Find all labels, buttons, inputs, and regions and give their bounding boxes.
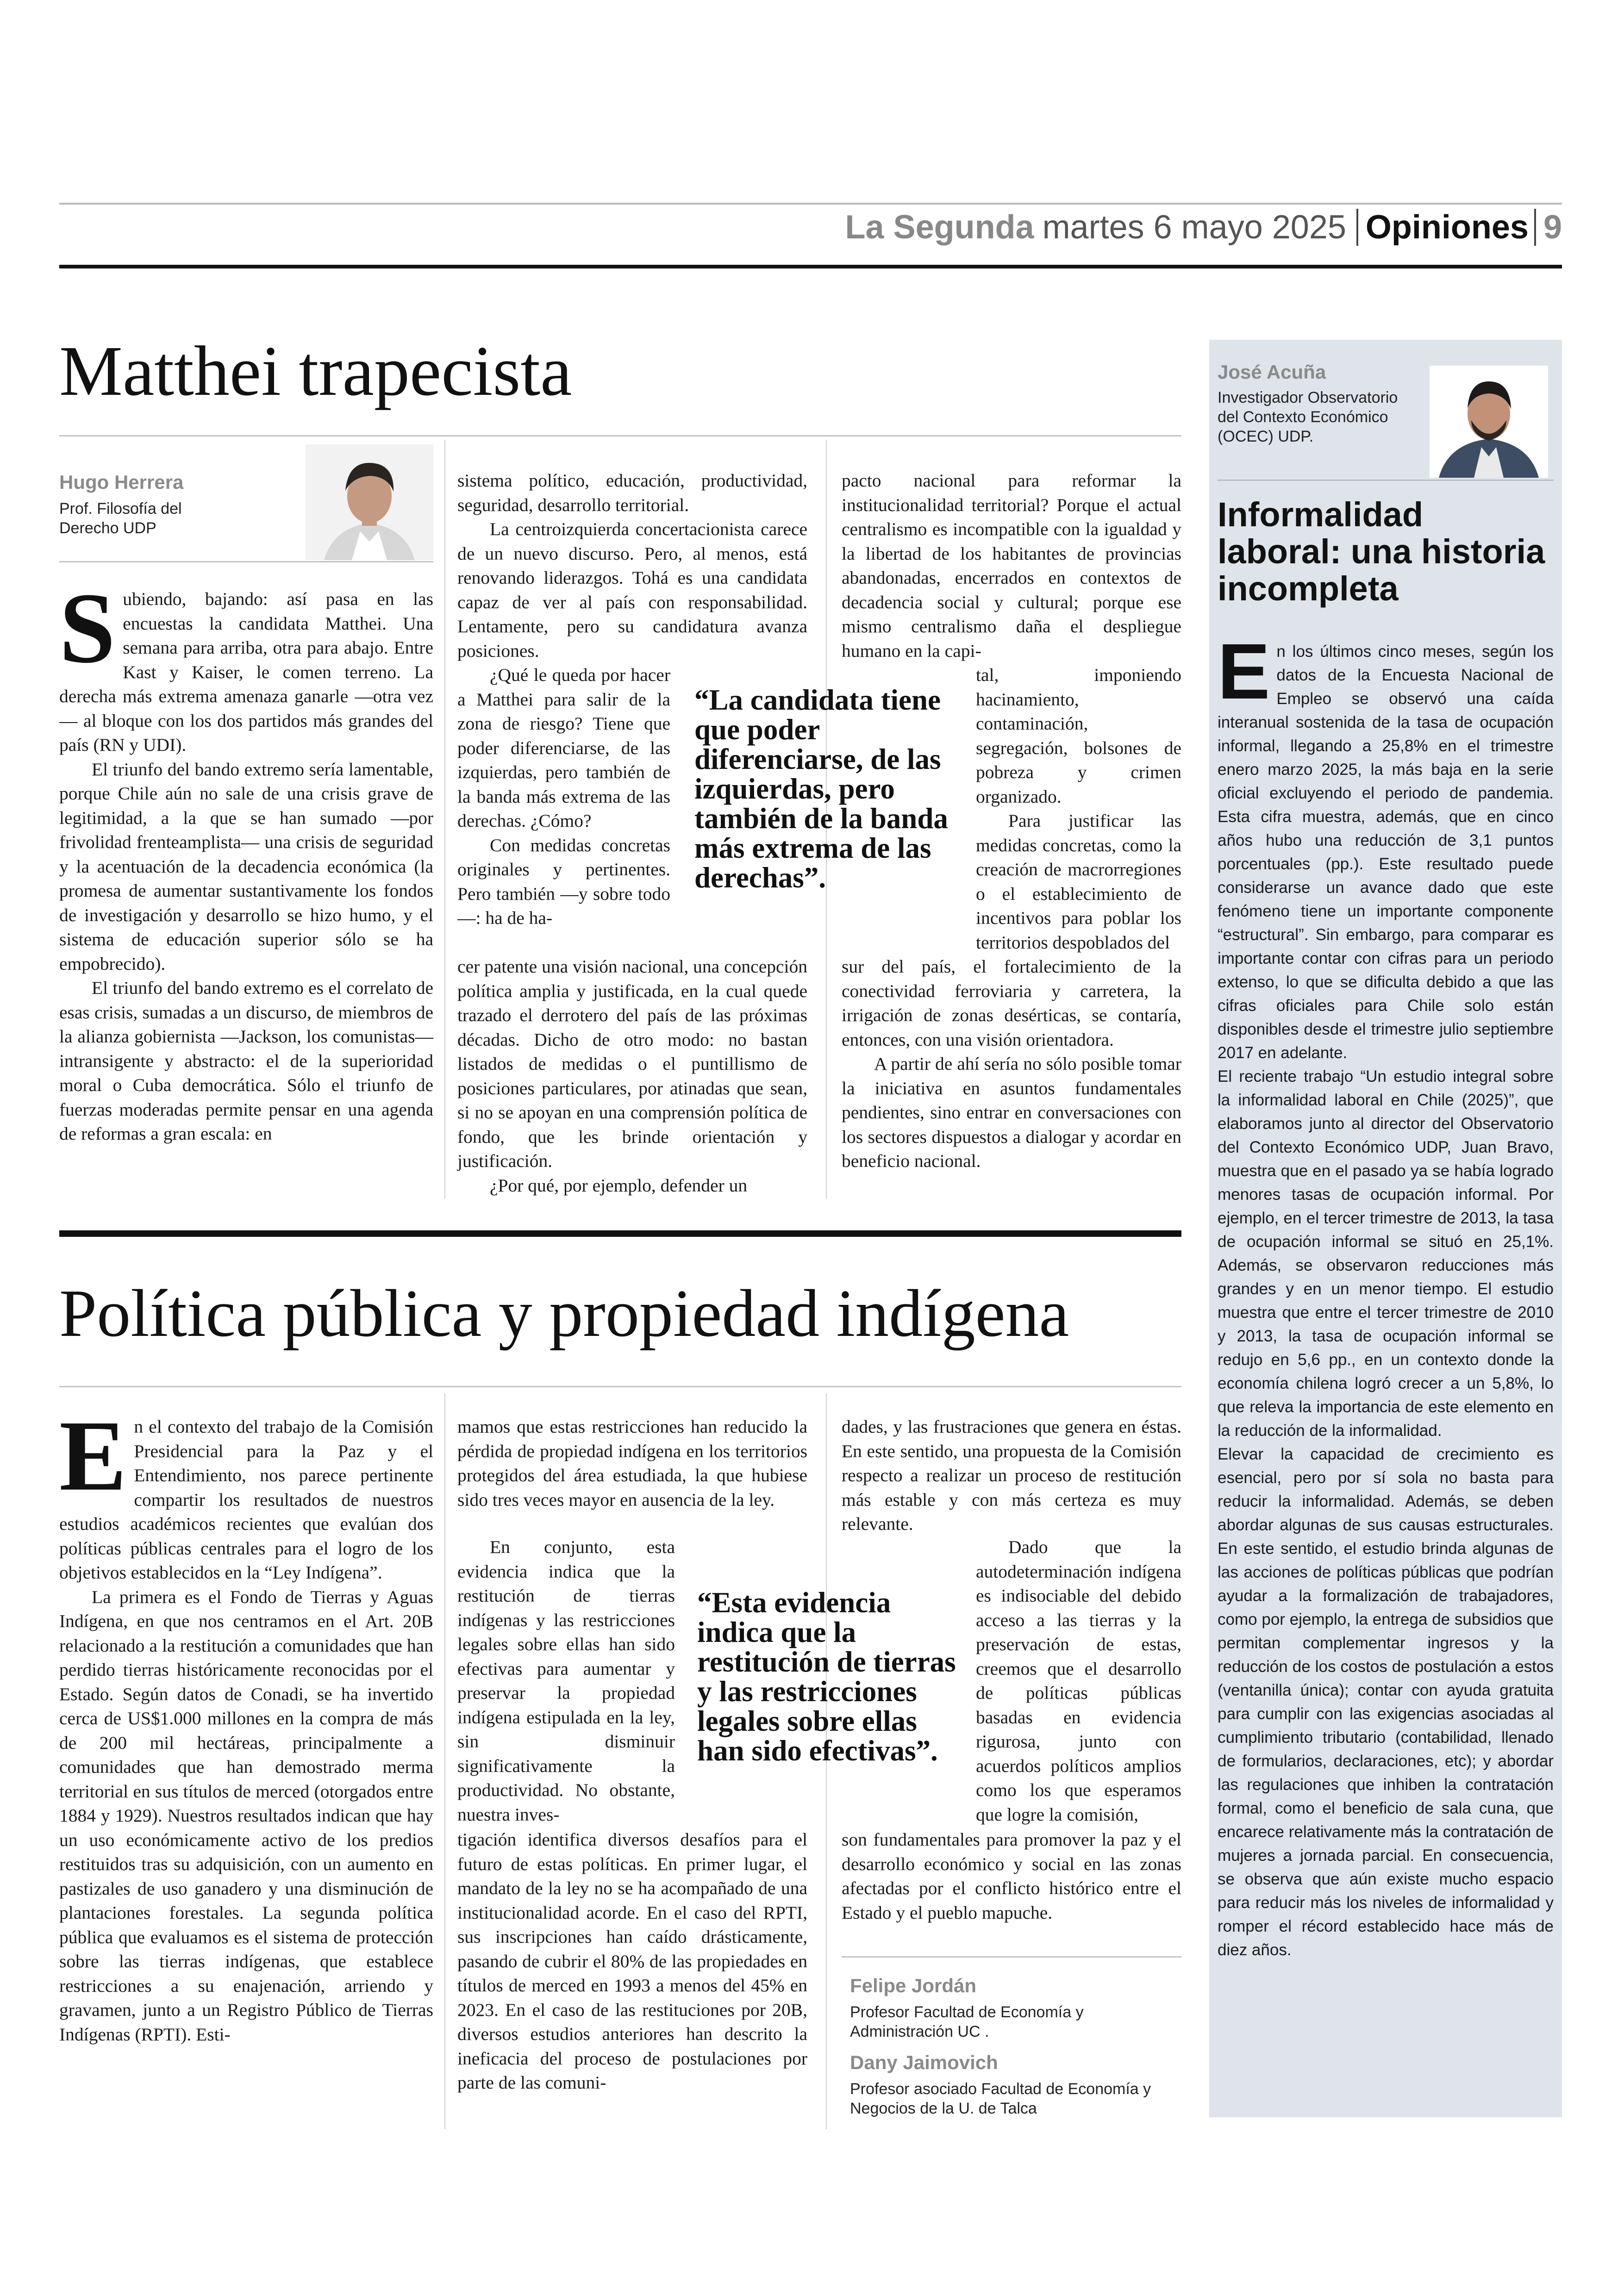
article2-column-3-bottom <box>842 1827 1181 1925</box>
article2-paragraph: son fundamentales para promover la paz y el desarrollo económico y social en las zonas afectadas por el conflicto histórico entre el Estado y el pueblo mapuche. <box>842 1829 1181 1923</box>
article2-headline-rule <box>59 1386 1181 1387</box>
masthead-separator <box>1356 209 1358 246</box>
sidebar-author-name: José Acuña <box>1218 361 1326 383</box>
section-divider <box>59 1230 1181 1237</box>
article2-paragraph: n el contexto del trabajo de la Comisión Presidencial para la Paz y el Entendimiento, nos parece pertinente compartir los resultados de nuestros estudios académicos recientes que evalúan dos políticas públicas centrales para el logro de los objetivos establecidos en la “Ley Indígena”. <box>59 1416 433 1583</box>
article1-paragraph: ¿Qué le queda por hacer a Matthei para salir de la zona de riesgo? Tiene que poder diferenciarse, de las izquierdas, pero también de la banda más extrema de las derechas. ¿Cómo? <box>457 665 670 831</box>
article1-paragraph: ubiendo, bajando: así pasa en las encuestas la candidata Matthei. Una semana para arriba, otra para abajo. Entre Kast y Kaiser, le comen terreno. La derecha más extrema amenaza ganarle —otra vez— al bloque con los dos partidos más grandes del país (RN y UDI). <box>59 589 433 755</box>
article2-paragraph: dades, y las frustraciones que genera en éstas. En este sentido, una propuesta de la Comisión respecto a realizar un proceso de restitución más estable y con más certeza es muy relevante. <box>842 1416 1181 1534</box>
sidebar-paragraph: El reciente trabajo “Un estudio integral sobre la informalidad laboral en Chile (2025)”, que elaboramos junto al director del Observatorio del Contexto Económico UDP, Juan Bravo, muestra que en el pasado ya se había logrado menores tasas de ocupación informal. Por ejemplo, en el tercer trimestre de 2013, la tasa de ocupación informal se situó en 25,1%. Además, se observaron reducciones más grandes y en un menor tiempo. El estudio muestra que entre el tercer trimestre de 2010 y 2013, la tasa de ocupación informal se redujo en 5,6 pp., en un contexto donde la economía chilena logró crecer a un 5,8%, lo que releva la importancia de este elemento en la reducción de la informalidad. <box>1218 1067 1554 1440</box>
article2-paragraph: Dado que la autodeterminación indígena es indisociable del debido acceso a las tierras y la preservación de estas, creemos que el desarrollo de políticas públicas basadas en evidencia rigurosa, junto con acuerdos políticos amplios como los que esperamos que logre la comisión, <box>976 1537 1181 1825</box>
article1-column-1 <box>59 573 433 1146</box>
masthead <box>845 206 1562 248</box>
sidebar-body <box>1218 628 1554 1962</box>
article1-paragraph: sur del país, el fortalecimiento de la conectividad ferroviaria y carretera, la irrigación de zonas desérticas, se contaría, entonces, con una visión orientadora. <box>842 956 1181 1050</box>
article2-author-2-name: Dany Jaimovich <box>850 2052 998 2073</box>
article2-paragraph: tigación identifica diversos desafíos para el futuro de estas políticas. En primer lugar, el mandato de la ley no se ha acompañado de una institucionalidad acorde. En el caso del RPTI, sus inscripciones han caído drásticamente, pasando de cubrir el 80% de las propiedades en títulos de merced en 1993 a menos del 45% en 2023. En el caso de las restituciones por 20B, diversos estudios anteriores han descrito la ineficacia del proceso de postulaciones por parte de las comuni- <box>457 1829 807 2093</box>
article1-paragraph: La centroizquierda concertacionista carece de un nuevo discurso. Pero, al menos, está renovando liderazgos. Tohá es una candidata capaz de ver al país con responsabilidad. Lentamente, pero su candidatura avanza posiciones. <box>457 519 807 661</box>
sidebar-paragraph: Elevar la capacidad de crecimiento es esencial, pero por sí sola no basta para reducir la informalidad. Además, se deben abordar algunas de sus causas estructurales. En este sentido, el estudio brinda algunas de las acciones de políticas públicas que podrían ayudar a la formalización de trabajadores, como por ejemplo, la entrega de subsidios que permitan complementar ingresos y la reducción de los costos de postulación a estos (ventanilla única); contar con ayuda gratuita para cumplir con las exigencias asociadas al cumplimiento tributario (contabilidad, llenado de formularios, declaraciones, etc); y abordar las regulaciones que inhiben la contratación formal, como el beneficio de sala cuna, que encarece relativamente más la contratación de mujeres a jornada parcial. En consecuencia, se observa que aún existe mucho espacio para reducir más los niveles de informalidad y romper el récord establecido hace más de diez años. <box>1218 1445 1554 1959</box>
article2-column-3-top <box>842 1415 1181 1536</box>
article2-column-3-narrow <box>976 1535 1181 1827</box>
masthead-date: martes 6 mayo 2025 <box>1042 209 1346 246</box>
article1-pullquote: “La candidata tiene que poder diferenciarse, de las izquierdas, pero también de la banda más extrema de las derechas”. <box>694 684 948 894</box>
article1-column-2-narrow <box>457 663 670 930</box>
article1-column-3-bottom <box>842 954 1181 1173</box>
article1-paragraph: sistema político, educación, productividad, seguridad, desarrollo territorial. <box>457 470 807 515</box>
article2-dropcap: E <box>59 1400 127 1512</box>
article2-column-2-narrow <box>457 1535 675 1827</box>
masthead-section: Opiniones <box>1365 209 1529 246</box>
article1-dropcap: S <box>59 573 116 684</box>
masthead-rule <box>59 265 1562 268</box>
article1-author-role: Prof. Filosofía del Derecho UDP <box>59 500 182 537</box>
article1-column-3-narrow <box>976 663 1181 954</box>
article1-paragraph: A partir de ahí sería no sólo posible tomar la iniciativa en asuntos fundamentales pendientes, sino entrar en conversaciones con los sectores dispuestos a dialogar y acordar en beneficio nacional. <box>842 1054 1181 1171</box>
sidebar-paragraph: n los últimos cinco meses, según los datos de la Encuesta Nacional de Empleo se observó una caída interanual sostenida de la tasa de ocupación informal, llegando a 25,8% en el trimestre enero marzo 2025, la más baja en la serie oficial excluyendo el periodo de pandemia. Esta cifra muestra, además, que en cinco años hubo una reducción de 3,1 puntos porcentuales (pp.). Este resultado puede considerarse un avance dado que este fenómeno tiene un importante componente “estructural”. Sin embargo, para comparar es importante contar con cifras para un periodo extenso, lo que se dificulta debido a que las cifras oficiales para Chile solo están disponibles desde el trimestre julio septiembre 2017 en adelante. <box>1218 642 1554 1062</box>
article2-paragraph: En conjunto, esta evidencia indica que la restitución de tierras indígenas y las restricciones legales sobre ellas han sido efectivas para aumentar y preservar la propiedad indígena estipulada en la ley, sin disminuir significativamente la productividad. No obstante, nuestra inves- <box>457 1537 675 1825</box>
article2-author-1-name: Felipe Jordán <box>850 1975 977 1996</box>
sidebar <box>1209 340 1562 2117</box>
article1-column-2-top <box>457 468 807 663</box>
article2-paragraph: mamos que estas restricciones han reducido la pérdida de propiedad indígena en los territorios protegidos del área estudiada, la que hubiese sido tres veces mayor en ausencia de la ley. <box>457 1416 807 1510</box>
article1-paragraph: cer patente una visión nacional, una concepción política amplia y justificada, en la cual quede trazado el derrotero del país de las próximas décadas. Dicho de otro modo: no bastan listados de medidas o el puntillismo de posiciones particulares, por atinadas que sean, si no se apoyan en una comprensión política de fondo, que les brinde orientación y justificación. <box>457 956 807 1171</box>
article1-paragraph: El triunfo del bando extremo sería lamentable, porque Chile aún no sale de una crisis grave de legitimidad, a la que se han sumado —por frivolidad frenteamplista— una crisis de seguridad y la acentuación de la decadencia económica (la promesa de aumentar sustantivamente los fondos de investigación y desarrollo se hizo humo, y el sistema de educación superior sólo se ha empobrecido). <box>59 759 433 974</box>
article2-headline: Política pública y propiedad indígena <box>59 1276 1069 1351</box>
sidebar-headline: Informalidad laboral: una historia incompleta <box>1218 495 1545 608</box>
article2-pullquote: “Esta evidencia indica que la restitución de tierras y las restricciones legales sobre ellas han sido efectivas”. <box>697 1586 956 1767</box>
masthead-page-number: 9 <box>1543 209 1562 246</box>
sidebar-author-rule <box>1218 480 1554 481</box>
article1-headline-rule <box>59 435 1181 437</box>
article1-paragraph: tal, imponiendo hacinamiento, contaminación, segregación, bolsones de pobreza y crimen organizado. <box>976 665 1181 807</box>
portrait-jose-acuna <box>1430 366 1548 478</box>
portrait-hugo-herrera <box>306 444 433 560</box>
article1-paragraph: Con medidas concretas originales y pertinentes. Pero también —y sobre todo—: ha de ha- <box>457 835 670 928</box>
article1-paragraph: pacto nacional para reformar la institucionalidad territorial? Porque el actual centralismo es incompatible con la igualdad y la libertad de los habitantes de provincias abandonadas, encerrados en contextos de decadencia social y cultural; porque ese mismo centralismo daña el despliegue humano en la capi- <box>842 470 1181 661</box>
masthead-separator-2 <box>1534 209 1536 246</box>
article2-author-rule <box>842 1956 1181 1958</box>
masthead-brand: La Segunda <box>845 209 1034 246</box>
article1-author-rule <box>59 561 433 562</box>
article1-paragraph: El triunfo del bando extremo es el correlato de esas crisis, sumadas a un discurso, de miembros de la alianza gobiernista —Jackson, los comunistas— intransigente y abstracto: el de la superioridad moral o Cuba democrática. Sólo el triunfo de fuerzas moderadas permite pensar en una agenda de reformas a gran escala: en <box>59 978 433 1144</box>
article1-paragraph: ¿Por qué, por ejemplo, defender un <box>490 1175 748 1196</box>
article2-column-1 <box>59 1400 433 2046</box>
article2-author-1-role: Profesor Facultad de Economía y Administración UC . <box>850 2003 1084 2040</box>
article2-paragraph: La primera es el Fondo de Tierras y Aguas Indígena, en que nos centramos en el Art. 20B relacionado a la restitución a comunidades que han perdido tierras históricamente reconocidas por el Estado. Según datos de Conadi, se ha invertido cerca de US$1.000 millones en la compra de más de 200 mil hectáreas, principalmente a comunidades que han demostrado merma territorial en sus títulos de merced (otorgados entre 1884 y 1929). Nuestros resultados indican que hay un uso económicamente activo de los predios restituidos tras su adquisición, con un aumento en pastizales de uso ganadero y una disminución de plantaciones forestales. La segunda política pública que evaluamos es el sistema de protección sobre las tierras indígenas, que establece restricciones a su enajenación, arriendo y gravamen, junto a un Registro Público de Tierras Indígenas (RPTI). Esti- <box>59 1586 433 2045</box>
article2-column-2-bottom <box>457 1827 807 2095</box>
article2-author-2-role: Profesor asociado Facultad de Economía y Negocios de la U. de Talca <box>850 2080 1151 2117</box>
article1-paragraph: Para justificar las medidas concretas, como la creación de macrorregiones o el establecimiento de incentivos para poblar los territorios despoblados del <box>976 811 1181 953</box>
article1-column-2-bottom <box>457 954 807 1197</box>
sidebar-author-role: Investigador Observatorio del Contexto Económico (OCEC) UDP. <box>1218 389 1398 445</box>
column-divider <box>444 440 445 1199</box>
column-divider <box>444 1393 445 2129</box>
article1-column-3-top <box>842 468 1181 663</box>
article2-column-2-top <box>457 1415 807 1512</box>
article1-author-name: Hugo Herrera <box>59 471 184 493</box>
top-rule <box>59 203 1562 205</box>
sidebar-dropcap: E <box>1218 628 1270 716</box>
article1-headline: Matthei trapecista <box>59 332 572 411</box>
